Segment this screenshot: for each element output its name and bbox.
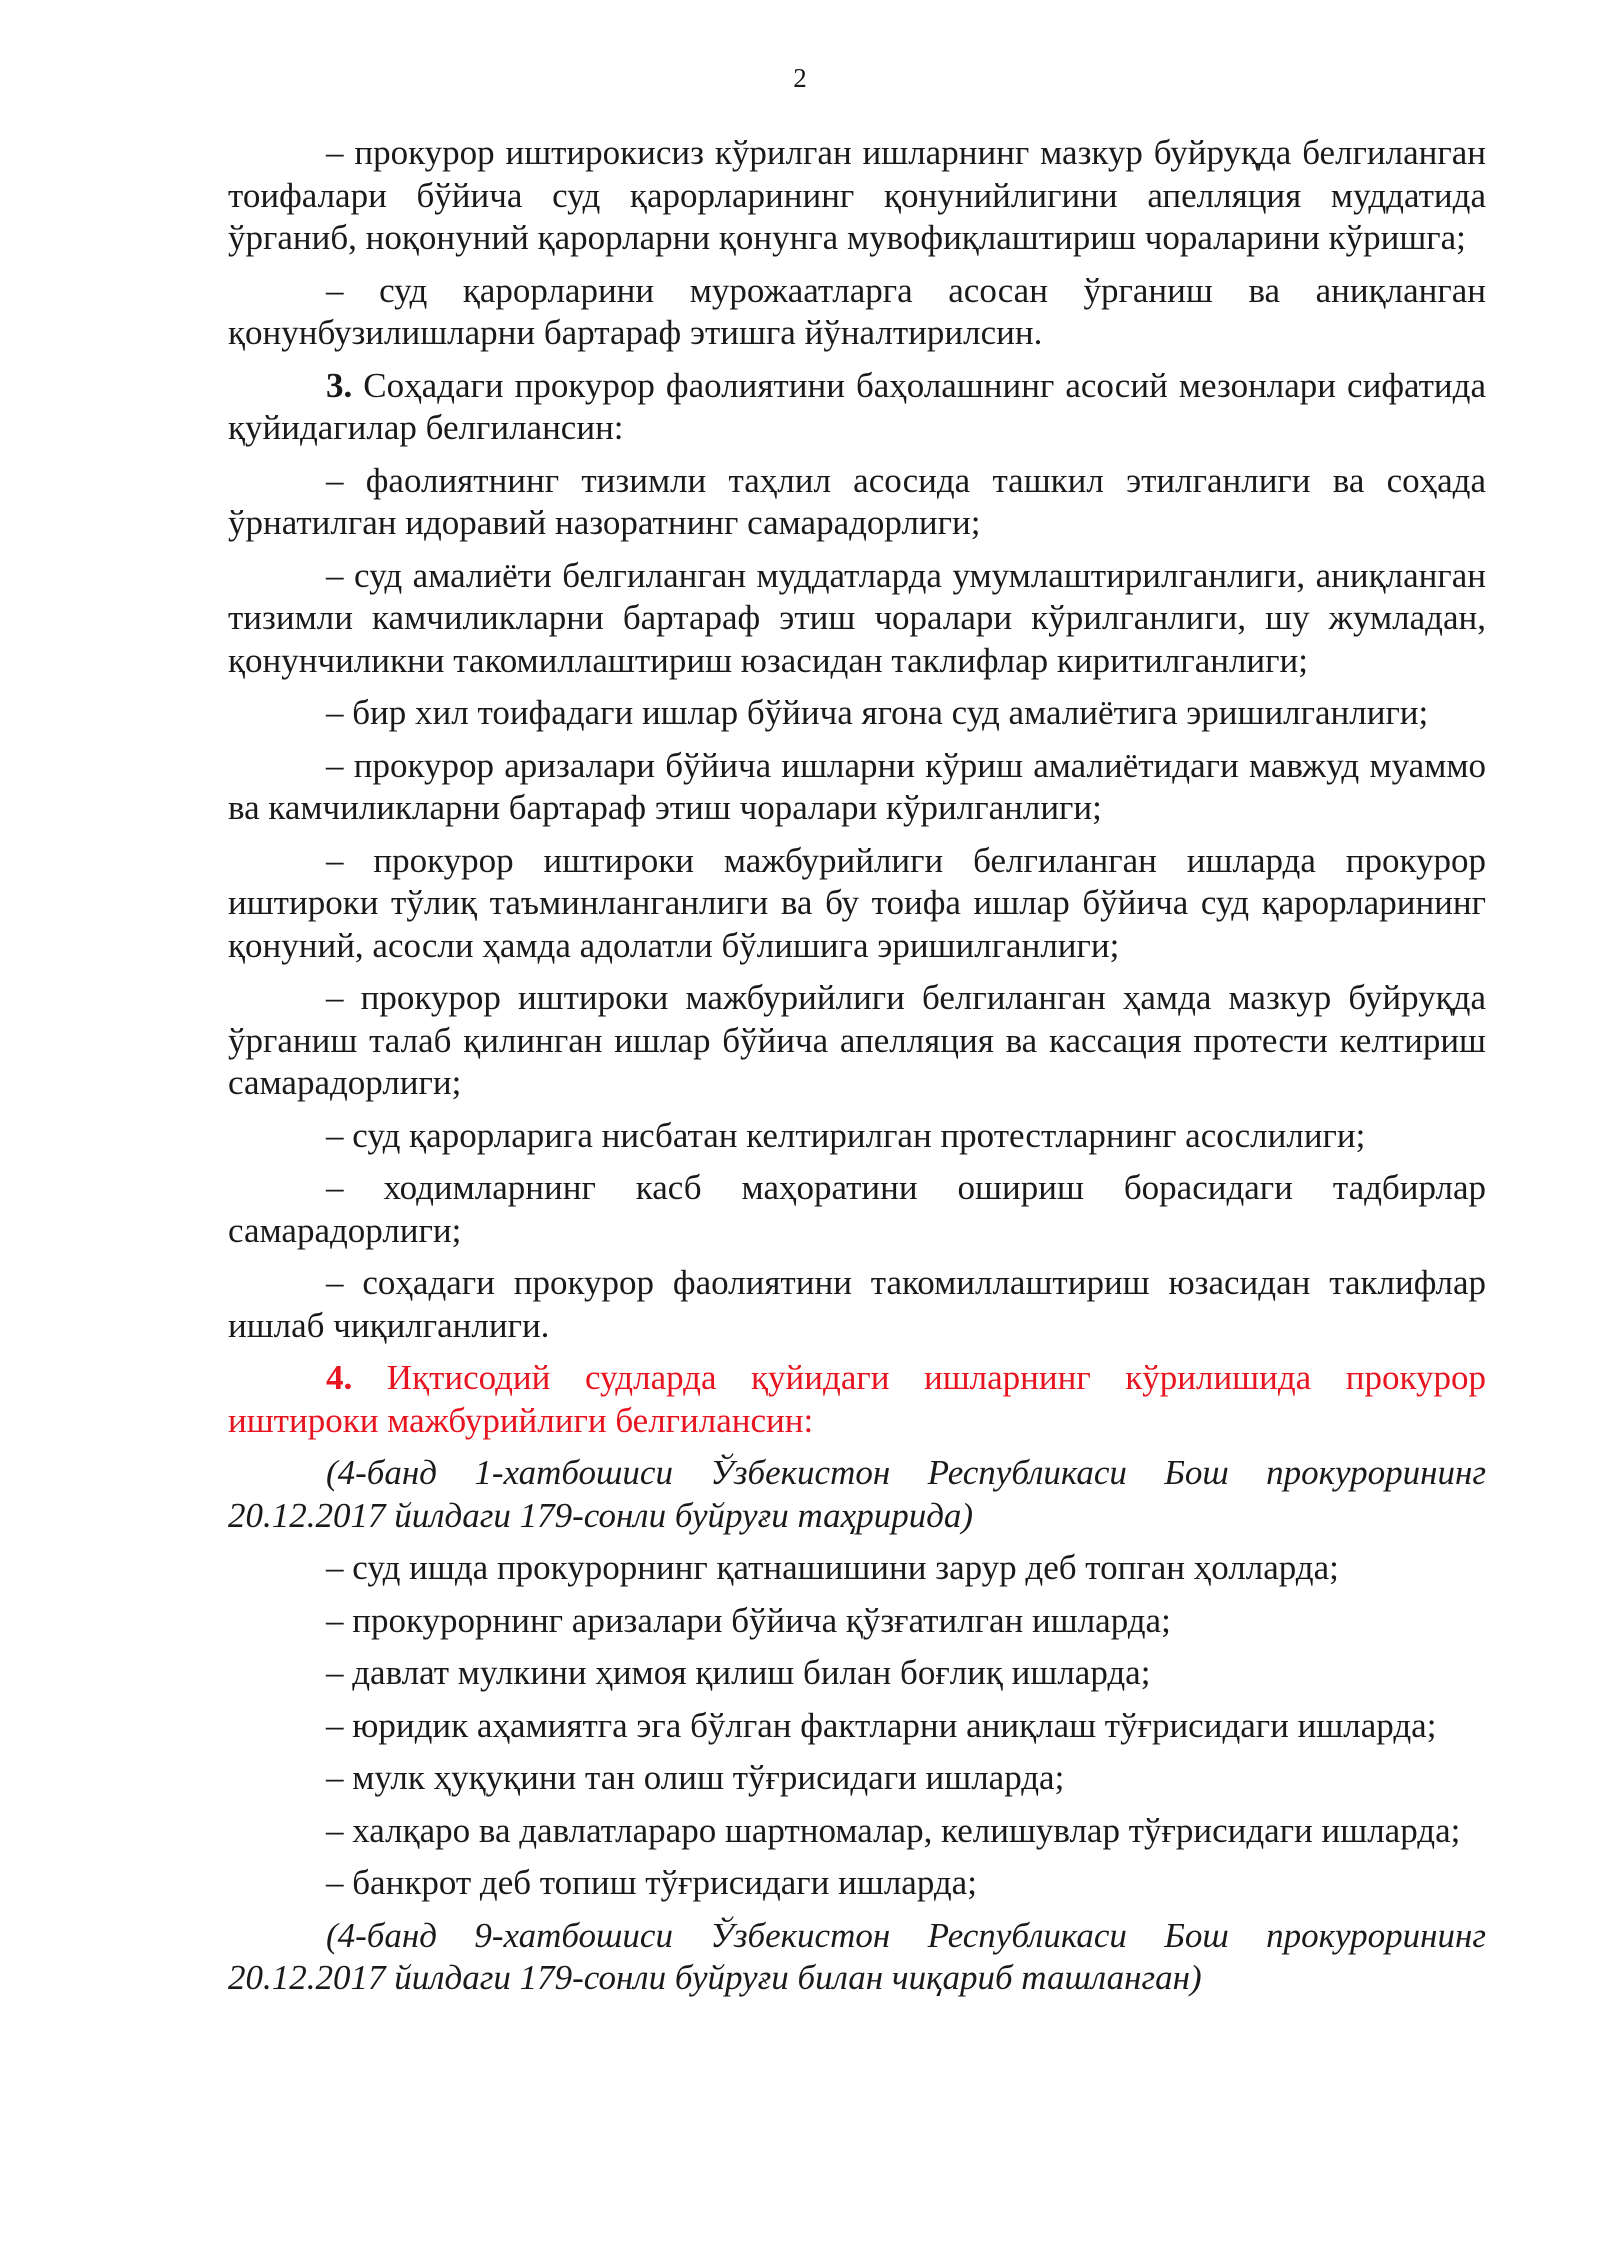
- paragraph-text: – фаолиятнинг тизимли таҳлил асосида ташкил этилганлиги ва соҳада ўрнатилган идоравий назоратнинг самарадорлиги;: [228, 460, 1486, 542]
- paragraph-text: – давлат мулкини ҳимоя қилиш билан боғлиқ ишларда;: [326, 1653, 1151, 1692]
- paragraph-text: Иқтисодий судларда қуйидаги ишларнинг кўрилишида прокурор иштироки мажбурийлиги белгилансин:: [228, 1358, 1486, 1440]
- paragraph-text: – суд амалиёти белгиланган муддатларда умумлаштирилганлиги, аниқланган тизимли камчиликларни бартараф этиш чоралари кўрилганлиги, шу жумладан, қонунчиликни такомиллаштириш юзасидан таклифлар киритилганлиги;: [228, 555, 1486, 680]
- paragraph-text: – банкрот деб топиш тўғрисидаги ишларда;: [326, 1863, 977, 1902]
- paragraph-text: – суд ишда прокурорнинг қатнашишини зарур деб топган ҳолларда;: [326, 1548, 1339, 1587]
- paragraph-text: – прокурор иштирокисиз кўрилган ишларнинг мазкур буйруқда белгиланган тоифалари бўйича суд қарорларининг қонунийлигини апелляция муддатида ўрганиб, ноқонуний қарорларни қонунга мувофиқлаштириш чораларини кўришга;: [228, 133, 1486, 257]
- paragraph-text: (4-банд 1-хатбошиси Ўзбекистон Республикаси Бош прокурорининг 20.12.2017 йилдаги 179-сонли буйруғи таҳририда): [228, 1453, 1486, 1535]
- paragraph-text: Соҳадаги прокурор фаолиятини баҳолашнинг асосий мезонлари сифатида қуйидагилар белгилансин:: [228, 365, 1486, 447]
- amendment-note: [228, 1452, 1486, 1537]
- paragraph-text: – прокурор иштироки мажбурийлиги белгиланган ишларда прокурор иштироки тўлиқ таъминланганлиги ва бу тоифа ишлар бўйича суд қарорларининг қонуний, асосли ҳамда адолатли бўлишига эришилганлиги;: [228, 840, 1486, 965]
- paragraph: [228, 1547, 1486, 1590]
- paragraph: [228, 365, 1486, 450]
- paragraph-text: – ходимларнинг касб маҳоратини ошириш борасидаги тадбирлар самарадорлиги;: [228, 1168, 1486, 1250]
- paragraph-text: – халқаро ва давлатлараро шартномалар, келишувлар тўғрисидаги ишларда;: [326, 1810, 1461, 1850]
- paragraph: [228, 745, 1486, 830]
- document-body: [228, 132, 1486, 2010]
- paragraph-text: – соҳадаги прокурор фаолиятини такомиллаштириш юзасидан таклифлар ишлаб чиқилганлиги.: [228, 1263, 1486, 1345]
- paragraph: [228, 840, 1486, 968]
- page-number: 2: [793, 63, 807, 93]
- paragraph-text: – бир хил тоифадаги ишлар бўйича ягона суд амалиётига эришилганлиги;: [326, 693, 1429, 732]
- paragraph-text: (4-банд 9-хатбошиси Ўзбекистон Республикаси Бош прокурорининг 20.12.2017 йилдаги 179-сонли буйруғи билан чиқариб ташланган): [228, 1915, 1486, 1997]
- paragraph-number: 3.: [326, 365, 353, 405]
- paragraph: [228, 1600, 1486, 1643]
- paragraph-text: – мулк ҳуқуқини тан олиш тўғрисидаги ишларда;: [326, 1758, 1065, 1797]
- paragraph: [228, 1757, 1486, 1800]
- paragraph: [228, 555, 1486, 683]
- paragraph-text: – суд қарорларига нисбатан келтирилган протестларнинг асослилиги;: [326, 1115, 1366, 1155]
- paragraph: [228, 1167, 1486, 1252]
- paragraph: [228, 270, 1486, 355]
- paragraph: [228, 1115, 1486, 1158]
- paragraph: [228, 977, 1486, 1105]
- amendment-note: [228, 1915, 1486, 2000]
- paragraph-number: 4.: [326, 1358, 353, 1397]
- paragraph-text: – прокурор аризалари бўйича ишларни кўриш амалиётидаги мавжуд муаммо ва камчиликларни бартараф этиш чоралари кўрилганлиги;: [228, 745, 1486, 827]
- paragraph-text: – юридик аҳамиятга эга бўлган фактларни аниқлаш тўғрисидаги ишларда;: [326, 1705, 1437, 1745]
- paragraph: [228, 132, 1486, 260]
- paragraph: [228, 1705, 1486, 1748]
- amended-paragraph: [228, 1357, 1486, 1442]
- paragraph: [228, 692, 1486, 735]
- paragraph: [228, 1810, 1486, 1853]
- paragraph-text: – прокурорнинг аризалари бўйича қўзғатилган ишларда;: [326, 1600, 1171, 1640]
- paragraph: [228, 1862, 1486, 1905]
- paragraph: [228, 460, 1486, 545]
- paragraph-text: – суд қарорларини мурожаатларга асосан ўрганиш ва аниқланган қонунбузилишларни бартараф этишга йўналтирилсин.: [228, 270, 1486, 352]
- paragraph-text: – прокурор иштироки мажбурийлиги белгиланган ҳамда мазкур буйруқда ўрганиш талаб қилинган ишлар бўйича апелляция ва кассация протести келтириш самарадорлиги;: [228, 978, 1486, 1102]
- paragraph: [228, 1652, 1486, 1695]
- paragraph: [228, 1262, 1486, 1347]
